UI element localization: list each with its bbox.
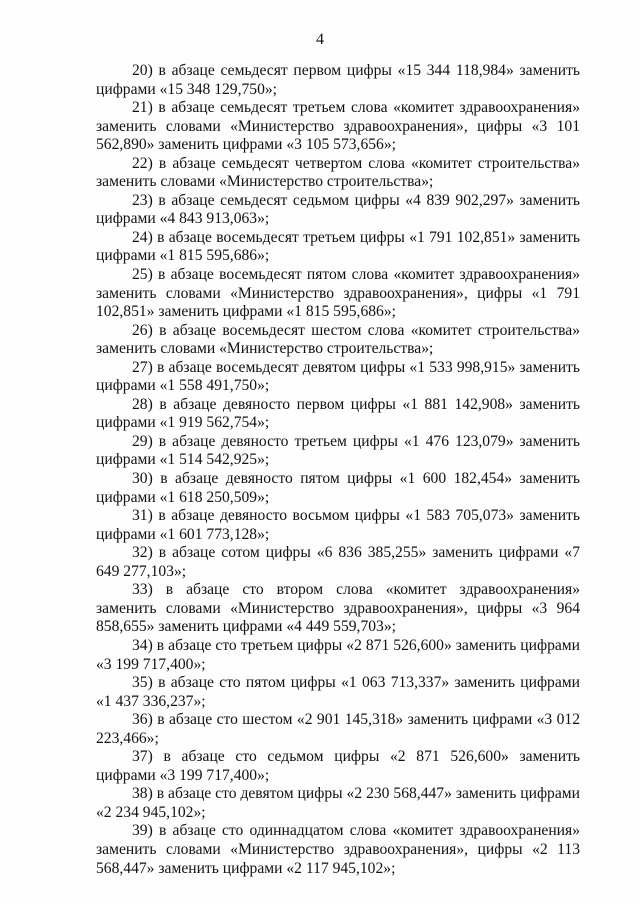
amendment-paragraph-37: 37) в абзаце сто седьмом цифры «2 871 526,600» заменить цифрами «3 199 717,400»; xyxy=(96,748,580,784)
amendment-paragraph-36: 36) в абзаце сто шестом «2 901 145,318» заменить цифрами «3 012 223,466»; xyxy=(96,711,580,747)
amendment-paragraph-23: 23) в абзаце семьдесят седьмом цифры «4 839 902,297» заменить цифрами «4 843 913,063»; xyxy=(96,191,580,228)
amendment-paragraph-28: 28) в абзаце девяносто первом цифры «1 881 142,908» заменить цифрами «1 919 562,754»; xyxy=(96,395,580,432)
amendment-paragraph-26: 26) в абзаце восемьдесят шестом слова «комитет строительства» заменить словами «Министерство строительства»; xyxy=(96,321,580,358)
amendment-paragraph-34: 34) в абзаце сто третьем цифры «2 871 526,600» заменить цифрами «3 199 717,400»; xyxy=(96,636,580,673)
amendment-paragraph-21: 21) в абзаце семьдесят третьем слова «комитет здравоохранения» заменить словами «Министерство здравоохранения», цифры «3 101 562,890» заменить цифрами «3 105 573,656»; xyxy=(96,99,580,154)
amendment-paragraph-29: 29) в абзаце девяносто третьем цифры «1 476 123,079» заменить цифрами «1 514 542,925»; xyxy=(96,432,580,469)
amendment-paragraph-35: 35) в абзаце сто пятом цифры «1 063 713,337» заменить цифрами «1 437 336,237»; xyxy=(96,674,580,710)
amendment-paragraph-38: 38) в абзаце сто девятом цифры «2 230 568,447» заменить цифрами «2 234 945,102»; xyxy=(96,785,580,821)
amendment-paragraph-20: 20) в абзаце семьдесят первом цифры «15 344 118,984» заменить цифрами «15 348 129,750»; xyxy=(96,62,580,98)
amendment-paragraph-22: 22) в абзаце семьдесят четвертом слова «комитет строительства» заменить словами «Министерство строительства»; xyxy=(96,154,580,191)
amendment-paragraph-32: 32) в абзаце сотом цифры «6 836 385,255» заменить цифрами «7 649 277,103»; xyxy=(96,544,580,580)
amendment-paragraph-24: 24) в абзаце восемьдесят третьем цифры «1 791 102,851» заменить цифрами «1 815 595,686»; xyxy=(96,228,580,265)
page-number: 4 xyxy=(316,31,324,48)
amendment-paragraph-25: 25) в абзаце восемьдесят пятом слова «комитет здравоохранения» заменить словами «Министерство здравоохранения», цифры «1 791 102,851» заменить цифрами «1 815 595,686»; xyxy=(96,266,580,321)
amendment-paragraph-39: 39) в абзаце сто одиннадцатом слова «комитет здравоохранения» заменить словами «Министерство здравоохранения», цифры «2 113 568,447» заменить цифрами «2 117 945,102»; xyxy=(96,822,580,877)
amendment-paragraph-27: 27) в абзаце восемьдесят девятом цифры «1 533 998,915» заменить цифрами «1 558 491,750»; xyxy=(96,358,580,395)
amendment-paragraph-31: 31) в абзаце девяносто восьмом цифры «1 583 705,073» заменить цифрами «1 601 773,128»; xyxy=(96,507,580,543)
document-body xyxy=(96,62,580,878)
amendment-paragraph-30: 30) в абзаце девяносто пятом цифры «1 600 182,454» заменить цифрами «1 618 250,509»; xyxy=(96,470,580,506)
amendment-paragraph-33: 33) в абзаце сто втором слова «комитет здравоохранения» заменить словами «Министерство здравоохранения», цифры «3 964 858,655» заменить цифрами «4 449 559,703»; xyxy=(96,581,580,636)
